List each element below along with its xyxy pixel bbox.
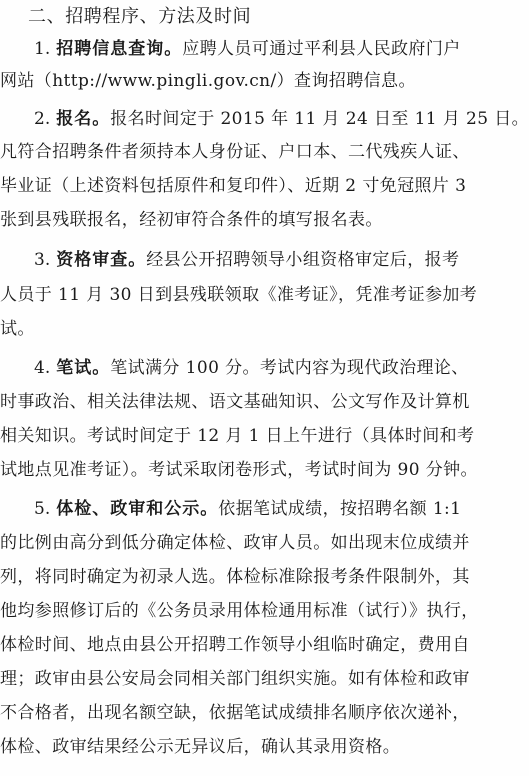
item-5-line-3	[0, 566, 529, 588]
item-4-line-3	[0, 425, 529, 447]
item-text: 他均参照修订后的《公务员录用体检通用标准（试行）》执行，	[0, 601, 479, 621]
item-text: 列，将同时确定为初录人选。体检标准除报考条件限制外，其	[0, 567, 470, 587]
item-text: 凡符合招聘条件者须持本人身份证、户口本、二代残疾人证、	[0, 142, 470, 162]
item-keyword: 资格审查。	[56, 250, 147, 270]
item-text: 相关知识。考试时间定于 12 月 1 日上午进行（具体时间和考	[0, 426, 475, 446]
item-4-line-2	[0, 391, 529, 413]
item-5-line-7	[0, 702, 529, 724]
item-5-line-5	[0, 634, 529, 656]
item-3-line-1	[0, 249, 529, 271]
item-keyword: 笔试。	[56, 358, 111, 378]
item-text: 应聘人员可通过平利县人民政府门户	[182, 39, 461, 59]
item-text: 不合格者，出现名额空缺，依据笔试成绩排名顺序依次递补，	[0, 703, 470, 723]
item-number: 4.	[34, 358, 51, 378]
item-text: 试。	[0, 319, 35, 339]
item-1-line-2	[0, 70, 529, 92]
item-5-line-1	[0, 498, 529, 520]
item-2-line-1	[0, 108, 529, 130]
item-number: 5.	[34, 499, 51, 519]
item-2-line-4	[0, 209, 529, 231]
section-heading: 二、招聘程序、方法及时间	[28, 6, 252, 27]
item-text: 试地点见准考证）。考试采取闭卷形式，考试时间为 90 分钟。	[0, 460, 478, 480]
item-text: 依据笔试成绩，按招聘名额 1:1	[218, 499, 462, 519]
item-text: 时事政治、相关法律法规、语文基础知识、公文写作及计算机	[0, 392, 470, 412]
item-number: 1.	[34, 39, 51, 59]
item-2-line-2	[0, 141, 529, 163]
item-text: 的比例由高分到低分确定体检、政审人员。如出现末位成绩并	[0, 533, 470, 553]
item-text: 体检、政审结果经公示无异议后，确认其录用资格。	[0, 737, 401, 757]
item-text: 经县公开招聘领导小组资格审定后，报考	[146, 250, 460, 270]
item-5-line-6	[0, 668, 529, 690]
item-2-line-3	[0, 175, 529, 197]
item-keyword: 招聘信息查询。	[56, 39, 183, 59]
item-3-line-3	[0, 318, 529, 340]
item-text: 毕业证（上述资料包括原件和复印件）、近期 2 寸免冠照片 3	[0, 176, 467, 196]
item-5-line-2	[0, 532, 529, 554]
item-number: 2.	[34, 109, 51, 129]
item-1-line-1	[0, 38, 529, 60]
item-4-line-4	[0, 459, 529, 481]
item-text: 报名时间定于 2015 年 11 月 24 日至 11 月 25 日。	[110, 109, 529, 129]
item-3-line-2	[0, 284, 529, 306]
item-text: 张到县残联报名，经初审符合条件的填写报名表。	[0, 210, 383, 230]
item-5-line-4	[0, 600, 529, 622]
item-5-line-8	[0, 736, 529, 758]
item-text: 体检时间、地点由县公开招聘工作领导小组临时确定，费用自	[0, 635, 470, 655]
item-4-line-1	[0, 357, 529, 379]
item-text: 笔试满分 100 分。考试内容为现代政治理论、	[110, 358, 469, 378]
item-text: 网站（http://www.pingli.gov.cn/）查询招聘信息。	[0, 71, 416, 91]
item-keyword: 报名。	[56, 109, 111, 129]
item-text: 人员于 11 月 30 日到县残联领取《准考证》，凭准考证参加考	[0, 285, 478, 305]
item-text: 理；政审由县公安局会同相关部门组织实施。如有体检和政审	[0, 669, 470, 689]
item-number: 3.	[34, 250, 51, 270]
item-keyword: 体检、政审和公示。	[56, 499, 219, 519]
